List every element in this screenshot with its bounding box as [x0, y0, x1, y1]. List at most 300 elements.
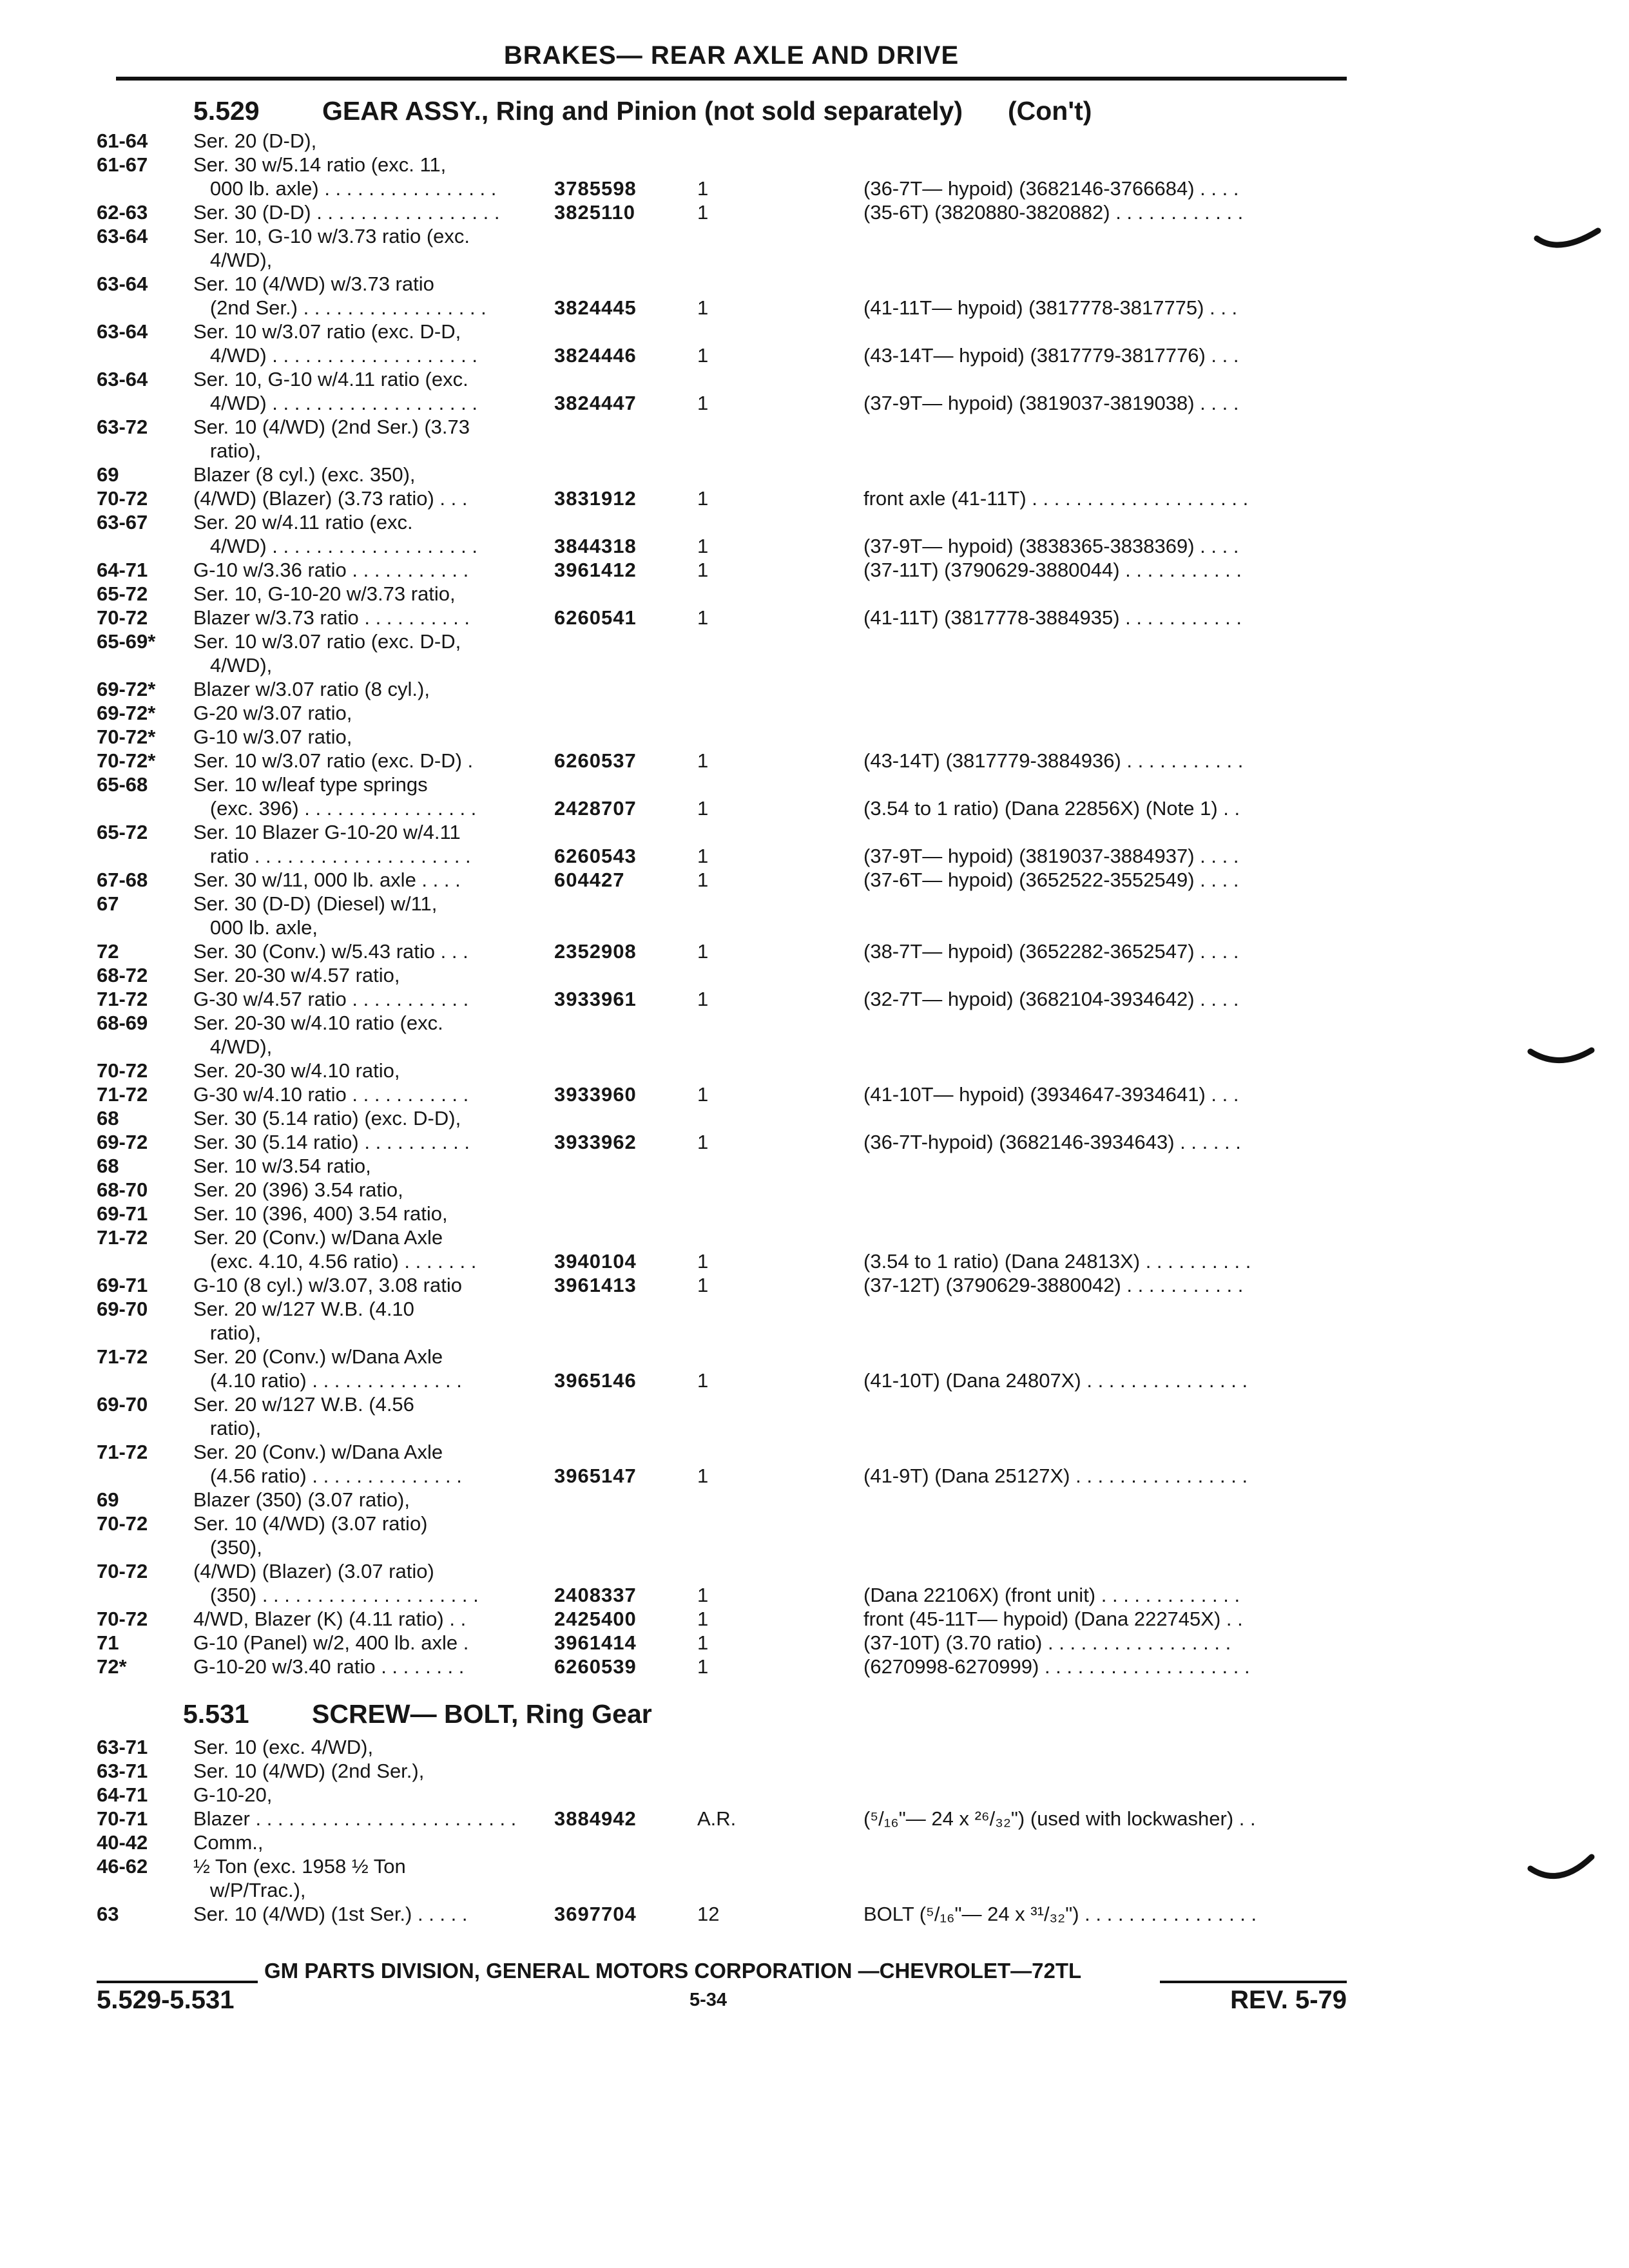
- quantity-cell: 1: [697, 940, 709, 963]
- description-cell: Blazer (8 cyl.) (exc. 350),: [193, 463, 416, 486]
- year-cell: 46-62: [97, 1855, 148, 1878]
- description-cell: Ser. 30 (D-D) . . . . . . . . . . . . . . . . .: [193, 201, 500, 224]
- description-cell: (4/WD) (Blazer) (3.07 ratio): [193, 1560, 434, 1582]
- description-cell: w/P/Trac.),: [193, 1879, 306, 1901]
- part-number-cell: 3824445: [554, 296, 637, 319]
- part-number-cell: 3824446: [554, 344, 637, 367]
- part-number-cell: 3961412: [554, 559, 637, 581]
- table-row: [0, 1807, 1629, 1831]
- section-name: SCREW— BOLT, Ring Gear: [312, 1699, 652, 1729]
- year-cell: 68: [97, 1107, 119, 1129]
- footer-rule: [97, 1981, 258, 1983]
- footer-page-number: 5-34: [689, 1990, 728, 2010]
- table-row: [0, 1178, 1629, 1202]
- description-cell: 4/WD) . . . . . . . . . . . . . . . . . . .: [193, 535, 477, 557]
- description-cell: (4/WD) (Blazer) (3.73 ratio) . . .: [193, 487, 468, 510]
- year-cell: 64-71: [97, 559, 148, 581]
- table-row: [0, 1854, 1629, 1878]
- remarks-cell: (41-11T) (3817778-3884935) . . . . . . . . . . .: [863, 606, 1242, 629]
- remarks-cell: (37-10T) (3.70 ratio) . . . . . . . . . . . . . . . . .: [863, 1631, 1231, 1654]
- table-row: [0, 1583, 1629, 1607]
- description-cell: Blazer w/3.73 ratio . . . . . . . . . .: [193, 606, 470, 629]
- section-heading-5529: [193, 97, 1092, 125]
- description-cell: G-10-20 w/3.40 ratio . . . . . . . .: [193, 1655, 465, 1678]
- remarks-cell: (37-11T) (3790629-3880044) . . . . . . . . . . .: [863, 559, 1242, 581]
- remarks-cell: (38-7T— hypoid) (3652282-3652547) . . . .: [863, 940, 1239, 963]
- year-cell: 70-72: [97, 606, 148, 629]
- description-cell: G-10 w/3.07 ratio,: [193, 726, 352, 748]
- year-cell: 70-72: [97, 1512, 148, 1535]
- description-cell: Ser. 10 Blazer G-10-20 w/4.11: [193, 821, 461, 843]
- year-cell: 63-72: [97, 416, 148, 438]
- table-row: [0, 153, 1629, 177]
- table-row: [0, 1059, 1629, 1082]
- year-cell: 68-72: [97, 964, 148, 986]
- year-cell: 65-72: [97, 582, 148, 605]
- remarks-cell: (37-9T— hypoid) (3838365-3838369) . . . .: [863, 535, 1239, 557]
- description-cell: Ser. 20 (D-D),: [193, 130, 317, 152]
- part-number-cell: 3824447: [554, 392, 637, 414]
- part-number-cell: 3961414: [554, 1631, 637, 1654]
- year-cell: 63-71: [97, 1760, 148, 1782]
- table-row: [0, 510, 1629, 534]
- description-cell: 4/WD, Blazer (K) (4.11 ratio) . .: [193, 1608, 467, 1630]
- table-row: [0, 1154, 1629, 1178]
- description-cell: (4.56 ratio) . . . . . . . . . . . . . .: [193, 1465, 462, 1487]
- table-row: [0, 1035, 1629, 1059]
- description-cell: 4/WD),: [193, 249, 273, 271]
- quantity-cell: 1: [697, 606, 709, 629]
- part-number-cell: 3940104: [554, 1250, 637, 1273]
- description-cell: Ser. 30 w/5.14 ratio (exc. 11,: [193, 153, 447, 176]
- table-row: [0, 1735, 1629, 1759]
- quantity-cell: 1: [697, 392, 709, 414]
- quantity-cell: A.R.: [697, 1807, 737, 1830]
- part-number-cell: 6260541: [554, 606, 637, 629]
- table-row: [0, 1607, 1629, 1631]
- table-row: [0, 1559, 1629, 1583]
- description-cell: G-30 w/4.57 ratio . . . . . . . . . . .: [193, 988, 469, 1010]
- remarks-cell: (37-6T— hypoid) (3652522-3552549) . . . .: [863, 869, 1239, 891]
- remarks-cell: (37-12T) (3790629-3880042) . . . . . . . . . . .: [863, 1274, 1244, 1296]
- year-cell: 68: [97, 1155, 119, 1177]
- year-cell: 63-64: [97, 368, 148, 390]
- section-number: 5.531: [183, 1699, 249, 1729]
- description-cell: Ser. 10, G-10-20 w/3.73 ratio,: [193, 582, 456, 605]
- table-row: [0, 1655, 1629, 1678]
- remarks-cell: (6270998-6270999) . . . . . . . . . . . . . . . . . . .: [863, 1655, 1250, 1678]
- year-cell: 61-67: [97, 153, 148, 176]
- table-row: [0, 1369, 1629, 1392]
- section-heading-5531: [183, 1700, 652, 1728]
- year-cell: 69-72*: [97, 702, 156, 724]
- year-cell: 71-72: [97, 1226, 148, 1249]
- handwritten-check-mark: [1527, 1849, 1598, 1894]
- remarks-cell: (41-9T) (Dana 25127X) . . . . . . . . . . . . . . . .: [863, 1465, 1248, 1487]
- table-row: [0, 534, 1629, 558]
- part-number-cell: 2428707: [554, 797, 637, 820]
- description-cell: Ser. 10 (4/WD) (2nd Ser.) (3.73: [193, 416, 470, 438]
- quantity-cell: 1: [697, 201, 709, 224]
- table-row: [0, 320, 1629, 343]
- quantity-cell: 1: [697, 487, 709, 510]
- part-number-cell: 2352908: [554, 940, 637, 963]
- table-row: [0, 1512, 1629, 1535]
- quantity-cell: 1: [697, 1274, 709, 1296]
- year-cell: 71: [97, 1631, 119, 1654]
- year-cell: 69-72*: [97, 678, 156, 700]
- quantity-cell: 1: [697, 344, 709, 367]
- year-cell: 70-72: [97, 1560, 148, 1582]
- year-cell: 69-70: [97, 1393, 148, 1416]
- table-row: [0, 177, 1629, 200]
- part-number-cell: 3785598: [554, 177, 637, 200]
- part-number-cell: 3697704: [554, 1903, 637, 1925]
- description-cell: Ser. 20 (Conv.) w/Dana Axle: [193, 1345, 443, 1368]
- handwritten-check-mark: [1534, 219, 1605, 258]
- remarks-cell: (43-14T— hypoid) (3817779-3817776) . . .: [863, 344, 1239, 367]
- description-cell: Blazer . . . . . . . . . . . . . . . . . . . . . . . .: [193, 1807, 517, 1830]
- footer-rule: [1160, 1981, 1347, 1983]
- year-cell: 68-70: [97, 1178, 148, 1201]
- year-cell: 63-67: [97, 511, 148, 533]
- description-cell: Ser. 20 w/127 W.B. (4.56: [193, 1393, 414, 1416]
- table-row: [0, 796, 1629, 820]
- description-cell: Ser. 20 (396) 3.54 ratio,: [193, 1178, 403, 1201]
- table-row: [0, 248, 1629, 272]
- table-row: [0, 963, 1629, 987]
- table-row: [0, 415, 1629, 439]
- table-row: [0, 749, 1629, 773]
- page-title: BRAKES— REAR AXLE AND DRIVE: [503, 41, 959, 70]
- table-row: [0, 939, 1629, 963]
- year-cell: 63-64: [97, 273, 148, 295]
- description-cell: Ser. 10 (4/WD) (2nd Ser.),: [193, 1760, 425, 1782]
- description-cell: 4/WD),: [193, 654, 273, 677]
- quantity-cell: 1: [697, 1631, 709, 1654]
- description-cell: (exc. 4.10, 4.56 ratio) . . . . . . .: [193, 1250, 477, 1273]
- quantity-cell: 1: [697, 1655, 709, 1678]
- table-row: [0, 463, 1629, 486]
- table-row: [0, 1202, 1629, 1225]
- table-row: [0, 606, 1629, 629]
- description-cell: 000 lb. axle,: [193, 916, 318, 939]
- year-cell: 69-70: [97, 1298, 148, 1320]
- table-row: [0, 1464, 1629, 1488]
- description-cell: Ser. 20 w/127 W.B. (4.10: [193, 1298, 414, 1320]
- year-cell: 67: [97, 892, 119, 915]
- quantity-cell: 1: [697, 296, 709, 319]
- table-row: [0, 439, 1629, 463]
- description-cell: (exc. 396) . . . . . . . . . . . . . . . .: [193, 797, 477, 820]
- year-cell: 69-72: [97, 1131, 148, 1153]
- description-cell: Ser. 10 w/leaf type springs: [193, 773, 428, 796]
- year-cell: 64-71: [97, 1783, 148, 1806]
- part-number-cell: 3825110: [554, 201, 635, 224]
- part-number-cell: 3961413: [554, 1274, 637, 1296]
- description-cell: Ser. 30 w/11, 000 lb. axle . . . .: [193, 869, 461, 891]
- table-row: [0, 820, 1629, 844]
- description-cell: (2nd Ser.) . . . . . . . . . . . . . . . . .: [193, 296, 487, 319]
- remarks-cell: (41-10T) (Dana 24807X) . . . . . . . . . . . . . . .: [863, 1369, 1248, 1392]
- description-cell: 4/WD),: [193, 1035, 273, 1058]
- part-number-cell: 3965146: [554, 1369, 637, 1392]
- description-cell: Ser. 30 (D-D) (Diesel) w/11,: [193, 892, 438, 915]
- part-number-cell: 6260537: [554, 749, 637, 772]
- year-cell: 69-71: [97, 1202, 148, 1225]
- table-row: [0, 1082, 1629, 1106]
- year-cell: 70-72: [97, 1059, 148, 1082]
- remarks-cell: (41-11T— hypoid) (3817778-3817775) . . .: [863, 296, 1238, 319]
- table-row: [0, 987, 1629, 1011]
- year-cell: 63-71: [97, 1736, 148, 1758]
- table-row: [0, 1321, 1629, 1345]
- table-row: [0, 1759, 1629, 1783]
- description-cell: Ser. 20 w/4.11 ratio (exc.: [193, 511, 413, 533]
- part-number-cell: 3965147: [554, 1465, 637, 1487]
- table-row: [0, 892, 1629, 916]
- description-cell: Ser. 10 (4/WD) (3.07 ratio): [193, 1512, 428, 1535]
- quantity-cell: 1: [697, 1131, 709, 1153]
- section-continued: (Con't): [1008, 96, 1092, 126]
- part-number-cell: 2425400: [554, 1608, 637, 1630]
- table-row: [0, 701, 1629, 725]
- description-cell: 4/WD) . . . . . . . . . . . . . . . . . . .: [193, 392, 477, 414]
- year-cell: 63-64: [97, 225, 148, 247]
- remarks-cell: (37-9T— hypoid) (3819037-3884937) . . . .: [863, 845, 1239, 867]
- table-row: [0, 653, 1629, 677]
- description-cell: Ser. 20 (Conv.) w/Dana Axle: [193, 1226, 443, 1249]
- year-cell: 71-72: [97, 1345, 148, 1368]
- table-row: [0, 868, 1629, 892]
- description-cell: G-30 w/4.10 ratio . . . . . . . . . . .: [193, 1083, 469, 1106]
- table-row: [0, 1392, 1629, 1416]
- remarks-cell: (37-9T— hypoid) (3819037-3819038) . . . .: [863, 392, 1239, 414]
- year-cell: 71-72: [97, 988, 148, 1010]
- table-row: [0, 1440, 1629, 1464]
- table-row: [0, 844, 1629, 868]
- table-row: [0, 773, 1629, 796]
- table-row: [0, 1273, 1629, 1297]
- description-cell: Ser. 20-30 w/4.10 ratio (exc.: [193, 1012, 443, 1034]
- footer-publisher: GM PARTS DIVISION, GENERAL MOTORS CORPORATION —CHEVROLET—72TL: [264, 1959, 1082, 1983]
- quantity-cell: 1: [697, 1369, 709, 1392]
- year-cell: 72: [97, 940, 119, 963]
- table-row: [0, 1488, 1629, 1512]
- quantity-cell: 1: [697, 749, 709, 772]
- remarks-cell: (3.54 to 1 ratio) (Dana 24813X) . . . . . . . . . .: [863, 1250, 1251, 1273]
- year-cell: 63-64: [97, 320, 148, 343]
- table-row: [0, 1011, 1629, 1035]
- table-row: [0, 272, 1629, 296]
- year-cell: 70-72*: [97, 726, 156, 748]
- remarks-cell: BOLT (⁵/₁₆"— 24 x ³¹/₃₂") . . . . . . . . . . . . . . . .: [863, 1903, 1257, 1925]
- description-cell: ratio . . . . . . . . . . . . . . . . . . . .: [193, 845, 471, 867]
- table-row: [0, 296, 1629, 320]
- page-header: [116, 37, 1347, 82]
- year-cell: 71-72: [97, 1441, 148, 1463]
- description-cell: Ser. 10 (exc. 4/WD),: [193, 1736, 374, 1758]
- part-number-cell: 3933962: [554, 1131, 637, 1153]
- description-cell: Ser. 10 (4/WD) (1st Ser.) . . . . .: [193, 1903, 468, 1925]
- remarks-cell: (43-14T) (3817779-3884936) . . . . . . . . . . .: [863, 749, 1244, 772]
- table-row: [0, 1297, 1629, 1321]
- description-cell: Blazer w/3.07 ratio (8 cyl.),: [193, 678, 430, 700]
- table-row: [0, 629, 1629, 653]
- year-cell: 70-72: [97, 487, 148, 510]
- part-number-cell: 6260543: [554, 845, 637, 867]
- remarks-cell: front axle (41-11T) . . . . . . . . . . . . . . . . . . . .: [863, 487, 1249, 510]
- quantity-cell: 1: [697, 1584, 709, 1606]
- quantity-cell: 1: [697, 869, 709, 891]
- description-cell: Ser. 10, G-10 w/4.11 ratio (exc.: [193, 368, 468, 390]
- table-row: [0, 1535, 1629, 1559]
- remarks-cell: (32-7T— hypoid) (3682104-3934642) . . . .: [863, 988, 1239, 1010]
- year-cell: 61-64: [97, 130, 148, 152]
- description-cell: Blazer (350) (3.07 ratio),: [193, 1488, 410, 1511]
- description-cell: (350),: [193, 1536, 262, 1559]
- description-cell: (350) . . . . . . . . . . . . . . . . . . . .: [193, 1584, 479, 1606]
- quantity-cell: 1: [697, 845, 709, 867]
- table-row: [0, 1631, 1629, 1655]
- description-cell: Ser. 10 w/3.07 ratio (exc. D-D,: [193, 320, 461, 343]
- year-cell: 67-68: [97, 869, 148, 891]
- year-cell: 70-72: [97, 1608, 148, 1630]
- table-row: [0, 391, 1629, 415]
- description-cell: ratio),: [193, 1417, 262, 1439]
- table-row: [0, 916, 1629, 939]
- table-row: [0, 582, 1629, 606]
- year-cell: 70-71: [97, 1807, 148, 1830]
- table-row: [0, 486, 1629, 510]
- description-cell: G-10-20,: [193, 1783, 273, 1806]
- description-cell: 4/WD) . . . . . . . . . . . . . . . . . . .: [193, 344, 477, 367]
- header-rule: [116, 77, 1347, 81]
- description-cell: Ser. 10 (396, 400) 3.54 ratio,: [193, 1202, 448, 1225]
- table-row: [0, 725, 1629, 749]
- footer-revision: REV. 5-79: [1230, 1986, 1347, 2014]
- part-number-cell: 3933961: [554, 988, 637, 1010]
- remarks-cell: (36-7T— hypoid) (3682146-3766684) . . . .: [863, 177, 1239, 200]
- remarks-cell: front (45-11T— hypoid) (Dana 222745X) . .: [863, 1608, 1243, 1630]
- description-cell: Ser. 10 w/3.07 ratio (exc. D-D,: [193, 630, 461, 653]
- handwritten-check-mark: [1527, 1037, 1598, 1076]
- description-cell: Ser. 20-30 w/4.57 ratio,: [193, 964, 400, 986]
- description-cell: Ser. 20 (Conv.) w/Dana Axle: [193, 1441, 443, 1463]
- description-cell: Ser. 30 (Conv.) w/5.43 ratio . . .: [193, 940, 468, 963]
- remarks-cell: (41-10T— hypoid) (3934647-3934641) . . .: [863, 1083, 1239, 1106]
- year-cell: 71-72: [97, 1083, 148, 1106]
- part-number-cell: 2408337: [554, 1584, 637, 1606]
- description-cell: (4.10 ratio) . . . . . . . . . . . . . .: [193, 1369, 462, 1392]
- page-footer: [97, 1959, 1347, 2049]
- year-cell: 70-72*: [97, 749, 156, 772]
- table-row: [0, 1249, 1629, 1273]
- table-row: [0, 1902, 1629, 1926]
- quantity-cell: 12: [697, 1903, 720, 1925]
- quantity-cell: 1: [697, 797, 709, 820]
- quantity-cell: 1: [697, 177, 709, 200]
- description-cell: Ser. 10 w/3.54 ratio,: [193, 1155, 371, 1177]
- year-cell: 63: [97, 1903, 119, 1925]
- part-number-cell: 3933960: [554, 1083, 637, 1106]
- quantity-cell: 1: [697, 1250, 709, 1273]
- table-row: [0, 1416, 1629, 1440]
- year-cell: 40-42: [97, 1831, 148, 1854]
- section-name: GEAR ASSY., Ring and Pinion (not sold separately): [322, 96, 963, 126]
- table-row: [0, 224, 1629, 248]
- part-number-cell: 3844318: [554, 535, 637, 557]
- remarks-cell: (36-7T-hypoid) (3682146-3934643) . . . . . .: [863, 1131, 1241, 1153]
- footer-section-range: 5.529-5.531: [97, 1986, 235, 2014]
- description-cell: G-10 w/3.36 ratio . . . . . . . . . . .: [193, 559, 469, 581]
- table-row: [0, 1130, 1629, 1154]
- description-cell: Ser. 10 w/3.07 ratio (exc. D-D) .: [193, 749, 474, 772]
- quantity-cell: 1: [697, 535, 709, 557]
- table-row: [0, 367, 1629, 391]
- quantity-cell: 1: [697, 559, 709, 581]
- description-cell: G-10 (Panel) w/2, 400 lb. axle .: [193, 1631, 469, 1654]
- year-cell: 69: [97, 1488, 119, 1511]
- table-row: [0, 200, 1629, 224]
- description-cell: Comm.,: [193, 1831, 264, 1854]
- description-cell: ½ Ton (exc. 1958 ½ Ton: [193, 1855, 406, 1878]
- year-cell: 69-71: [97, 1274, 148, 1296]
- year-cell: 68-69: [97, 1012, 148, 1034]
- table-row: [0, 1225, 1629, 1249]
- description-cell: Ser. 30 (5.14 ratio) (exc. D-D),: [193, 1107, 461, 1129]
- description-cell: Ser. 20-30 w/4.10 ratio,: [193, 1059, 400, 1082]
- table-row: [0, 1831, 1629, 1854]
- table-row: [0, 1106, 1629, 1130]
- remarks-cell: (35-6T) (3820880-3820882) . . . . . . . . . . . .: [863, 201, 1244, 224]
- table-row: [0, 1878, 1629, 1902]
- quantity-cell: 1: [697, 1083, 709, 1106]
- quantity-cell: 1: [697, 1465, 709, 1487]
- table-row: [0, 677, 1629, 701]
- part-number-cell: 3884942: [554, 1807, 637, 1830]
- description-cell: 000 lb. axle) . . . . . . . . . . . . . . . .: [193, 177, 497, 200]
- section-number: 5.529: [193, 96, 260, 126]
- table-row: [0, 558, 1629, 582]
- table-row: [0, 129, 1629, 153]
- year-cell: 65-72: [97, 821, 148, 843]
- year-cell: 65-68: [97, 773, 148, 796]
- year-cell: 69: [97, 463, 119, 486]
- description-cell: Ser. 10 (4/WD) w/3.73 ratio: [193, 273, 434, 295]
- year-cell: 62-63: [97, 201, 148, 224]
- quantity-cell: 1: [697, 1608, 709, 1630]
- description-cell: G-10 (8 cyl.) w/3.07, 3.08 ratio: [193, 1274, 462, 1296]
- description-cell: Ser. 10, G-10 w/3.73 ratio (exc.: [193, 225, 470, 247]
- part-number-cell: 3831912: [554, 487, 637, 510]
- description-cell: ratio),: [193, 439, 262, 462]
- table-row: [0, 1345, 1629, 1369]
- part-number-cell: 6260539: [554, 1655, 637, 1678]
- part-number-cell: 604427: [554, 869, 625, 891]
- table-row: [0, 343, 1629, 367]
- year-cell: 72*: [97, 1655, 127, 1678]
- remarks-cell: (⁵/₁₆"— 24 x ²⁶/₃₂") (used with lockwasher) . .: [863, 1807, 1256, 1830]
- year-cell: 65-69*: [97, 630, 156, 653]
- description-cell: G-20 w/3.07 ratio,: [193, 702, 352, 724]
- remarks-cell: (3.54 to 1 ratio) (Dana 22856X) (Note 1) . .: [863, 797, 1240, 820]
- quantity-cell: 1: [697, 988, 709, 1010]
- description-cell: ratio),: [193, 1321, 262, 1344]
- table-row: [0, 1783, 1629, 1807]
- description-cell: Ser. 30 (5.14 ratio) . . . . . . . . . .: [193, 1131, 470, 1153]
- remarks-cell: (Dana 22106X) (front unit) . . . . . . . . . . . . .: [863, 1584, 1240, 1606]
